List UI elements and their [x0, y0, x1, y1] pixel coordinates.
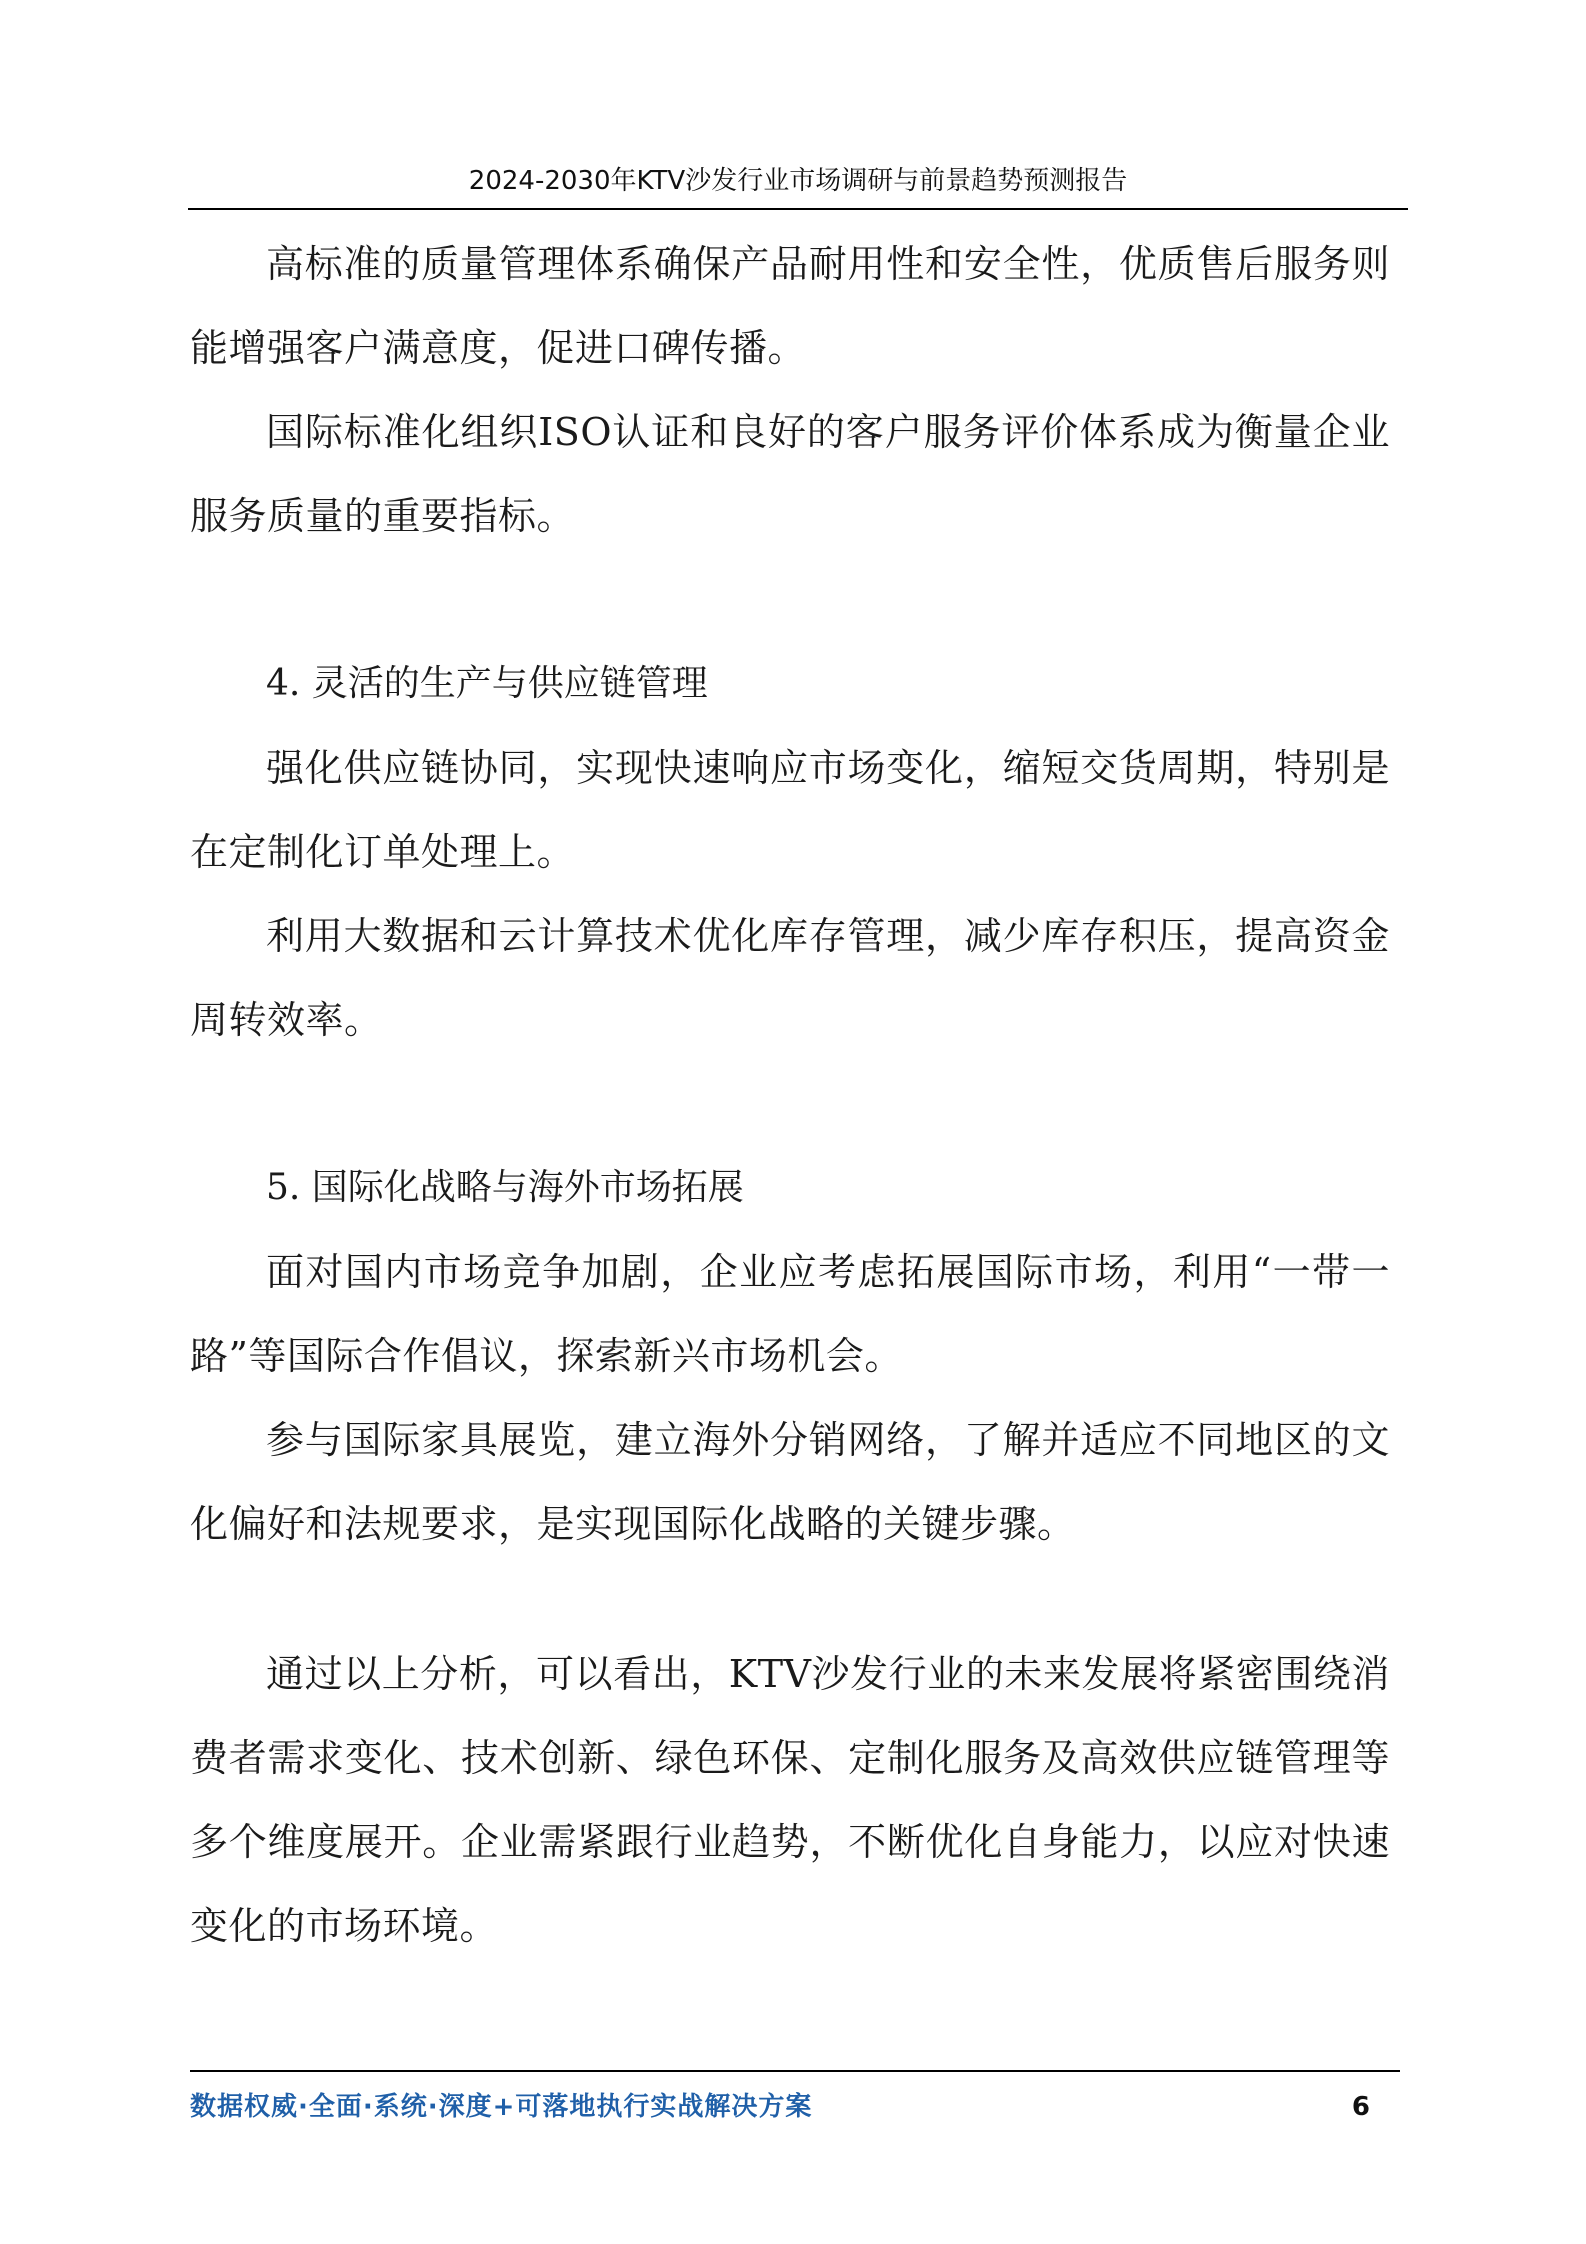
section-heading-4: 4. 灵活的生产与供应链管理 — [266, 663, 708, 704]
footer-divider — [190, 2070, 1400, 2072]
paragraph-supply-chain: 强化供应链协同，实现快速响应市场变化，缩短交货周期，特别是在定制化订单处理上。 — [190, 746, 1390, 874]
paragraph-big-data: 利用大数据和云计算技术优化库存管理，减少库存积压，提高资金周转效率。 — [190, 914, 1390, 1042]
paragraph-overseas-distribution: 参与国际家具展览，建立海外分销网络，了解并适应不同地区的文化偏好和法规要求，是实现国际化战略的关键步骤。 — [190, 1418, 1390, 1546]
section-spacer — [190, 558, 1390, 642]
document-body — [190, 222, 1390, 1968]
section-spacer — [190, 1566, 1390, 1632]
page-header-title: 2024-2030年KTV沙发行业市场调研与前景趋势预测报告 — [468, 166, 1128, 196]
footer-slogan: 数据权威·全面·系统·深度+可落地执行实战解决方案 — [190, 2092, 813, 2122]
section-spacer — [190, 1062, 1390, 1146]
paragraph-iso-certification: 国际标准化组织ISO认证和良好的客户服务评价体系成为衡量企业服务质量的重要指标。 — [190, 410, 1390, 538]
header-divider — [188, 208, 1408, 210]
paragraph-quality-management: 高标准的质量管理体系确保产品耐用性和安全性，优质售后服务则能增强客户满意度，促进口碑传播。 — [190, 242, 1390, 370]
section-heading-5: 5. 国际化战略与海外市场拓展 — [266, 1167, 744, 1208]
paragraph-international-market: 面对国内市场竞争加剧，企业应考虑拓展国际市场，利用“一带一路”等国际合作倡议，探索新兴市场机会。 — [190, 1250, 1390, 1378]
page-number: 6 — [1351, 2092, 1370, 2122]
paragraph-conclusion: 通过以上分析，可以看出，KTV沙发行业的未来发展将紧密围绕消费者需求变化、技术创新、绿色环保、定制化服务及高效供应链管理等多个维度展开。企业需紧跟行业趋势，不断优化自身能力，以应对快速变化的市场环境。 — [190, 1652, 1390, 1948]
